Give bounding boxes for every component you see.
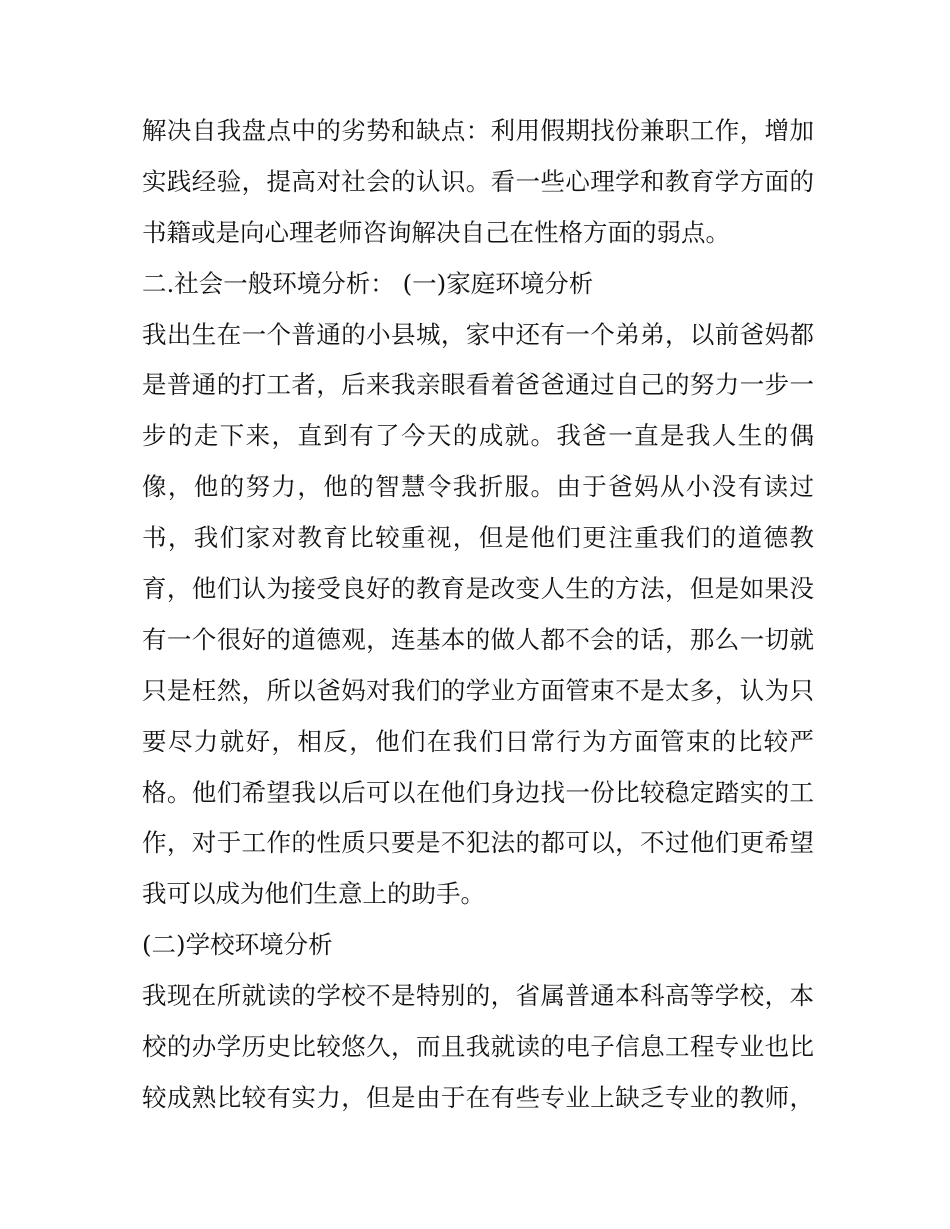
text-line: 解决自我盘点中的劣势和缺点：利用假期找份兼职工作，增加 [142, 116, 814, 145]
text-line: 是普通的打工者，后来我亲眼看着爸爸通过自己的努力一步一 [142, 370, 814, 400]
text-line: 我可以成为他们生意上的助手。 [142, 879, 485, 909]
text-line: 格。他们希望我以后可以在他们身边找一份比较稳定踏实的工 [142, 777, 814, 807]
text-line: 二.社会一般环境分析： (一)家庭环境分析 [142, 268, 594, 298]
text-line: 作，对于工作的性质只要是不犯法的都可以，不过他们更希望 [142, 828, 814, 858]
text-line: 较成熟比较有实力，但是由于在有些专业上缺乏专业的教师， [142, 1082, 814, 1112]
text-line: 我现在所就读的学校不是特别的，省属普通本科高等学校，本 [142, 981, 814, 1011]
text-line: 步的走下来，直到有了今天的成就。我爸一直是我人生的偶 [142, 421, 814, 451]
text-line: 像，他的努力，他的智慧令我折服。由于爸妈从小没有读过 [142, 472, 814, 502]
text-line: (二)学校环境分析 [142, 930, 333, 960]
body-text [142, 106, 814, 1124]
text-line: 实践经验，提高对社会的认识。看一些心理学和教育学方面的 [142, 166, 814, 196]
text-line: 有一个很好的道德观，连基本的做人都不会的话，那么一切就 [142, 624, 814, 654]
text-line: 育，他们认为接受良好的教育是改变人生的方法，但是如果没 [142, 574, 814, 604]
text-line: 只是枉然，所以爸妈对我们的学业方面管束不是太多，认为只 [142, 675, 814, 705]
text-line: 校的办学历史比较悠久，而且我就读的电子信息工程专业也比 [142, 1032, 814, 1062]
text-line: 书，我们家对教育比较重视，但是他们更注重我们的道德教 [142, 523, 814, 553]
text-line: 书籍或是向心理老师咨询解决自己在性格方面的弱点。 [142, 217, 730, 247]
text-line: 我出生在一个普通的小县城，家中还有一个弟弟，以前爸妈都 [142, 319, 814, 349]
text-line: 要尽力就好，相反，他们在我们日常行为方面管束的比较严 [142, 726, 814, 756]
